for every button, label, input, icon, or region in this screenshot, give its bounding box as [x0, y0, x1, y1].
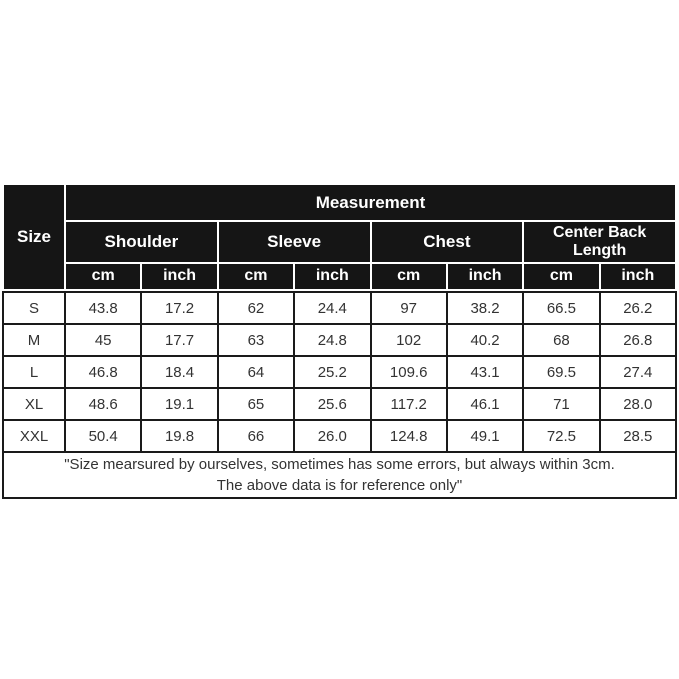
unit-header-shoulder-inch: inch [142, 264, 216, 289]
value-cell: 65 [219, 389, 293, 419]
value-cell: 25.2 [295, 357, 369, 387]
unit-header-cbl-cm: cm [524, 264, 598, 289]
value-cell: 24.8 [295, 325, 369, 355]
group-header-center-back-length [524, 222, 675, 262]
disclaimer-note-line1: "Size mearsured by ourselves, sometimes has some errors, but always within 3cm. [64, 456, 615, 473]
table-row-note [4, 453, 675, 497]
disclaimer-note-line2: The above data is for reference only" [216, 477, 463, 494]
unit-header-chest-inch: inch [448, 264, 522, 289]
value-cell: 40.2 [448, 325, 522, 355]
value-cell: 63 [219, 325, 293, 355]
value-cell: 124.8 [372, 421, 446, 451]
value-cell: 117.2 [372, 389, 446, 419]
value-cell: 48.6 [66, 389, 140, 419]
size-row-label: S [4, 293, 64, 323]
value-cell: 26.0 [295, 421, 369, 451]
table-row-m [4, 325, 675, 355]
value-cell: 68 [524, 325, 598, 355]
value-cell: 27.4 [601, 357, 675, 387]
size-chart-header-table [2, 183, 677, 291]
size-row-label: M [4, 325, 64, 355]
value-cell: 43.8 [66, 293, 140, 323]
group-header-chest: Chest [372, 222, 523, 262]
value-cell: 71 [524, 389, 598, 419]
unit-header-chest-cm: cm [372, 264, 446, 289]
value-cell: 46.8 [66, 357, 140, 387]
size-row-label: L [4, 357, 64, 387]
measurement-header: Measurement [66, 185, 675, 220]
value-cell: 25.6 [295, 389, 369, 419]
value-cell: 49.1 [448, 421, 522, 451]
value-cell: 66.5 [524, 293, 598, 323]
value-cell: 102 [372, 325, 446, 355]
size-chart-data-table [2, 291, 677, 499]
value-cell: 28.5 [601, 421, 675, 451]
table-row-s [4, 293, 675, 323]
value-cell: 17.2 [142, 293, 216, 323]
unit-header-sleeve-cm: cm [219, 264, 293, 289]
value-cell: 17.7 [142, 325, 216, 355]
value-cell: 46.1 [448, 389, 522, 419]
value-cell: 26.2 [601, 293, 675, 323]
value-cell: 62 [219, 293, 293, 323]
value-cell: 66 [219, 421, 293, 451]
value-cell: 24.4 [295, 293, 369, 323]
value-cell: 19.1 [142, 389, 216, 419]
unit-header-cbl-inch: inch [601, 264, 675, 289]
table-row-l [4, 357, 675, 387]
unit-header-sleeve-inch: inch [295, 264, 369, 289]
value-cell: 109.6 [372, 357, 446, 387]
value-cell: 72.5 [524, 421, 598, 451]
size-chart [2, 183, 677, 499]
value-cell: 45 [66, 325, 140, 355]
group-header-shoulder: Shoulder [66, 222, 217, 262]
disclaimer-note [4, 453, 675, 497]
unit-header-shoulder-cm: cm [66, 264, 140, 289]
size-column-header: Size [4, 185, 64, 289]
value-cell: 43.1 [448, 357, 522, 387]
value-cell: 26.8 [601, 325, 675, 355]
value-cell: 50.4 [66, 421, 140, 451]
value-cell: 97 [372, 293, 446, 323]
value-cell: 69.5 [524, 357, 598, 387]
table-row-xl [4, 389, 675, 419]
value-cell: 38.2 [448, 293, 522, 323]
group-header-sleeve: Sleeve [219, 222, 370, 262]
size-row-label: XL [4, 389, 64, 419]
value-cell: 28.0 [601, 389, 675, 419]
value-cell: 64 [219, 357, 293, 387]
value-cell: 18.4 [142, 357, 216, 387]
value-cell: 19.8 [142, 421, 216, 451]
table-row-xxl [4, 421, 675, 451]
size-row-label: XXL [4, 421, 64, 451]
group-header-center-back-length-label: Center Back Length [552, 223, 647, 259]
